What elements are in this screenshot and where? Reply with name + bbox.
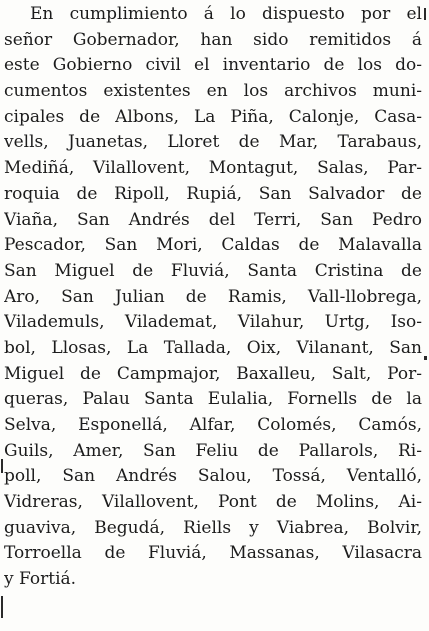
- margin-rule-mark: [424, 356, 427, 360]
- margin-rule-mark: [1, 596, 3, 618]
- article-line: Vilademuls, Vilademat, Vilahur, Urtg, Iso-: [4, 312, 422, 333]
- article-line: señor Gobernador, han sido remitidos á: [4, 29, 422, 50]
- article-line: roquia de Ripoll, Rupiá, San Salvador de: [4, 183, 422, 204]
- article-line: Pescador, San Mori, Caldas de Malavalla: [4, 235, 422, 256]
- article-line: cipales de Albons, La Piña, Calonje, Casa-: [4, 106, 422, 127]
- article-line: queras, Palau Santa Eulalia, Fornells de la: [4, 389, 422, 410]
- article-line: Torroella de Fluviá, Massanas, Vilasacra: [4, 543, 422, 564]
- margin-rule-mark: [424, 8, 426, 20]
- article-line: Viaña, San Andrés del Terri, San Pedro: [4, 209, 422, 230]
- article-line: y Fortiá.: [4, 569, 77, 590]
- article-line: poll, San Andrés Salou, Tossá, Ventalló,: [4, 466, 422, 487]
- article-line: vells, Juanetas, Lloret de Mar, Tarabaus,: [4, 132, 422, 153]
- article-line: Mediñá, Vilallovent, Montagut, Salas, Par-: [4, 158, 422, 179]
- article-line: Vidreras, Vilallovent, Pont de Molins, Ai-: [4, 492, 422, 513]
- article-line: Guils, Amer, San Feliu de Pallarols, Ri-: [4, 440, 422, 461]
- article-line: Selva, Esponellá, Alfar, Colomés, Camós,: [4, 415, 422, 435]
- article-line: guaviva, Begudá, Riells y Viabrea, Bolvir,: [4, 517, 422, 538]
- article-line: bol, Llosas, La Tallada, Oix, Vilanant, San: [4, 337, 422, 358]
- article-line: En cumplimiento á lo dispuesto por el: [30, 4, 422, 24]
- article-line: Miguel de Campmajor, Baxalleu, Salt, Por-: [4, 363, 422, 384]
- article-line: San Miguel de Fluviá, Santa Cristina de: [4, 260, 422, 281]
- article-line: Aro, San Julian de Ramis, Vall-llobrega,: [4, 286, 422, 307]
- article-line: este Gobierno civil el inventario de los do-: [4, 55, 422, 76]
- article-line: cumentos existentes en los archivos muni-: [4, 81, 422, 102]
- article-column: [4, 2, 422, 593]
- margin-rule-mark: [1, 459, 3, 473]
